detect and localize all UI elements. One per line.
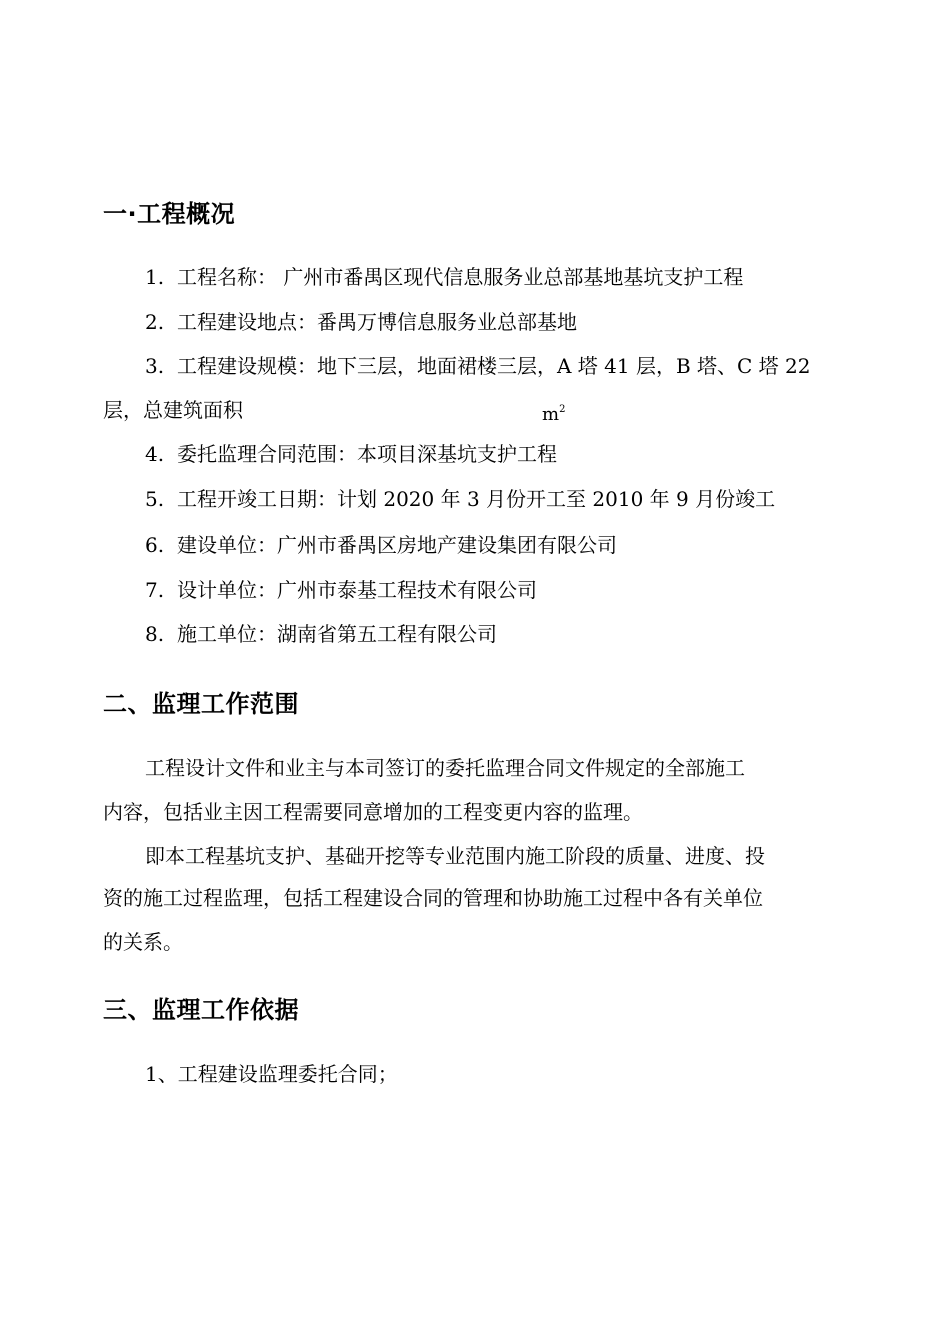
area-unit (542, 397, 565, 428)
item-number: 5. (145, 487, 165, 511)
overview-item-2 (145, 309, 577, 335)
overview-item-5 (145, 486, 775, 512)
item-number: 1. (145, 265, 165, 289)
item-number: 4. (145, 442, 165, 466)
overview-item-8 (145, 621, 497, 647)
scope-paragraph-1-line-2: 内容，包括业主因工程需要同意增加的工程变更内容的监理。 (103, 800, 643, 824)
item-number: 2. (145, 310, 165, 334)
overview-item-6 (145, 532, 617, 558)
basis-item-1: 1、工程建设监理委托合同； (145, 1062, 398, 1086)
overview-item-4 (145, 441, 557, 467)
item-text: 委托监理合同范围：本项目深基坑支护工程 (177, 442, 557, 466)
overview-item-1 (145, 264, 743, 290)
scope-paragraph-2-line-2: 资的施工过程监理，包括工程建设合同的管理和协助施工过程中各有关单位 (103, 886, 763, 910)
unit-superscript: 2 (559, 404, 566, 415)
overview-item-3 (145, 353, 811, 379)
section-heading-overview: 一·工程概况 (103, 200, 236, 228)
scope-paragraph-2-line-1: 即本工程基坑支护、基础开挖等专业范围内施工阶段的质量、进度、投 (145, 844, 765, 868)
unit-label: m (542, 404, 560, 425)
overview-item-7 (145, 577, 537, 603)
item-number: 7. (145, 578, 165, 602)
item-text: 工程建设地点：番禺万博信息服务业总部基地 (177, 310, 577, 334)
item-number: 3. (145, 354, 165, 378)
overview-item-3-continuation: 层，总建筑面积 (103, 398, 243, 422)
item-number: 6. (145, 533, 165, 557)
item-text: 设计单位：广州市泰基工程技术有限公司 (177, 578, 537, 602)
item-text: 工程开竣工日期：计划 2020 年 3 月份开工至 2010 年 9 月份竣工 (177, 487, 776, 511)
item-text: 工程名称： 广州市番禺区现代信息服务业总部基地基坑支护工程 (177, 265, 744, 289)
item-text: 工程建设规模：地下三层，地面裙楼三层，A 塔 41 层，B 塔、C 塔 22 (177, 354, 811, 378)
section-heading-basis: 三、监理工作依据 (103, 996, 299, 1024)
scope-paragraph-2-line-3: 的关系。 (103, 930, 183, 954)
item-text: 建设单位：广州市番禺区房地产建设集团有限公司 (177, 533, 617, 557)
item-text: 施工单位：湖南省第五工程有限公司 (177, 622, 497, 646)
section-heading-scope: 二、监理工作范围 (103, 690, 299, 718)
scope-paragraph-1-line-1: 工程设计文件和业主与本司签订的委托监理合同文件规定的全部施工 (145, 756, 745, 780)
item-number: 8. (145, 622, 165, 646)
